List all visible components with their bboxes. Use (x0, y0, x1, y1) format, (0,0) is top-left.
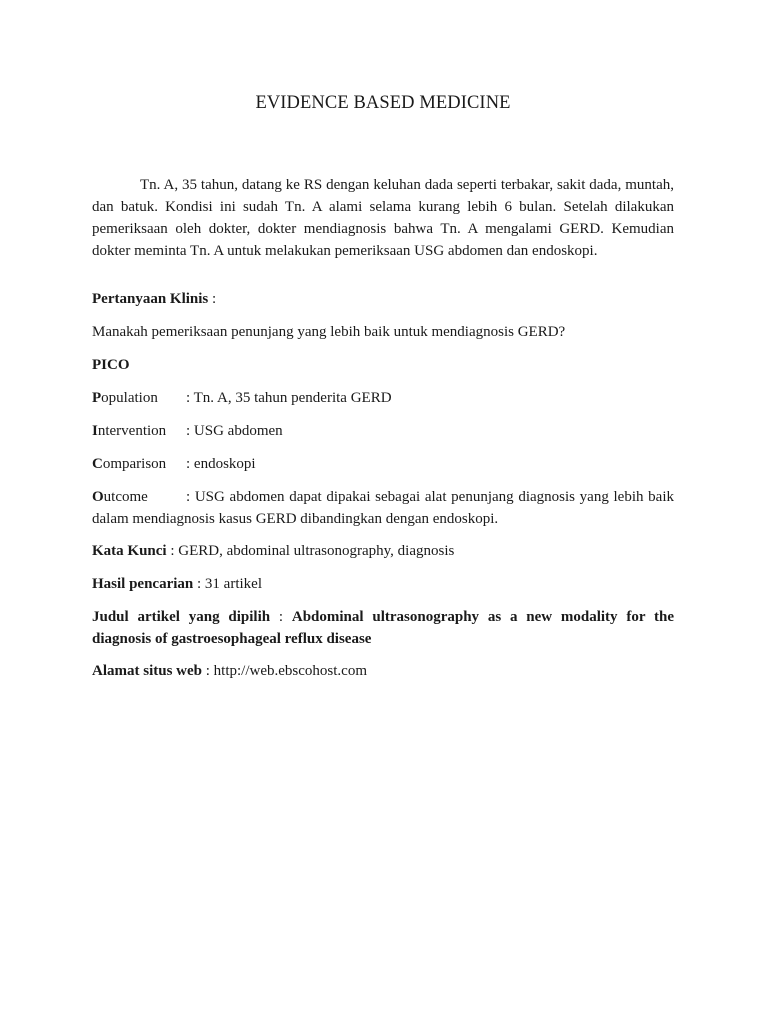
pico-population (92, 387, 674, 409)
case-description: Tn. A, 35 tahun, datang ke RS dengan keluhan dada seperti terbakar, sakit dada, muntah, dan batuk. Kondisi ini sudah Tn. A alami selama kurang lebih 6 bulan. Setelah dilakukan pemeriksaan oleh dokter, dokter mendiagnosis bahwa Tn. A mengalami GERD. Kemudian dokter meminta Tn. A untuk melakukan pemeriksaan USG abdomen dan endoskopi. (92, 177, 674, 259)
keywords-value: : GERD, abdominal ultrasonography, diagnosis (166, 543, 455, 559)
pico-outcome-rest: utcome (103, 489, 148, 505)
clinical-question-label-line (92, 288, 674, 310)
search-results-value: : 31 artikel (193, 576, 262, 592)
pico-outcome-value: : USG abdomen dapat dipakai sebagai alat penunjang diagnosis yang lebih baik dalam mendiagnosis kasus GERD dibandingkan dengan endoskopi. (92, 489, 674, 527)
document-title: EVIDENCE BASED MEDICINE (255, 93, 511, 113)
selected-article-separator: : (270, 609, 292, 625)
pico-intervention-rest: ntervention (97, 423, 167, 439)
website-value: : http://web.ebscohost.com (202, 663, 367, 679)
website (92, 660, 674, 682)
pico-outcome (92, 486, 674, 530)
pico-comparison-label (92, 453, 186, 475)
keywords-label: Kata Kunci (92, 543, 167, 559)
selected-article-title: Abdominal ultrasonography as a new modality for the diagnosis of gastroesophageal reflux disease (92, 609, 675, 647)
pico-comparison-initial: C (92, 456, 103, 472)
clinical-question-text: Manakah pemeriksaan penunjang yang lebih baik untuk mendiagnosis GERD? (92, 324, 566, 340)
clinical-question-label: Pertanyaan Klinis (92, 291, 209, 307)
pico-intervention-value: : USG abdomen (186, 423, 283, 439)
pico-intervention (92, 420, 674, 442)
search-results (92, 573, 674, 595)
pico-intervention-initial: I (92, 423, 98, 439)
clinical-question-separator: : (208, 291, 217, 307)
keywords (92, 540, 674, 562)
pico-heading: PICO (92, 357, 130, 373)
selected-article-label: Judul artikel yang dipilih (92, 609, 271, 625)
pico-comparison-rest: omparison (102, 456, 167, 472)
pico-population-initial: P (92, 390, 102, 406)
pico-population-value: : Tn. A, 35 tahun penderita GERD (186, 390, 392, 406)
search-results-label: Hasil pencarian (92, 576, 194, 592)
pico-intervention-label (92, 420, 186, 442)
pico-comparison (92, 453, 674, 475)
pico-comparison-value: : endoskopi (186, 456, 256, 472)
pico-outcome-label (92, 486, 186, 508)
pico-population-label (92, 387, 186, 409)
pico-population-rest: opulation (101, 390, 158, 406)
website-label: Alamat situs web (92, 663, 203, 679)
selected-article (92, 606, 674, 650)
pico-outcome-initial: O (92, 489, 104, 505)
